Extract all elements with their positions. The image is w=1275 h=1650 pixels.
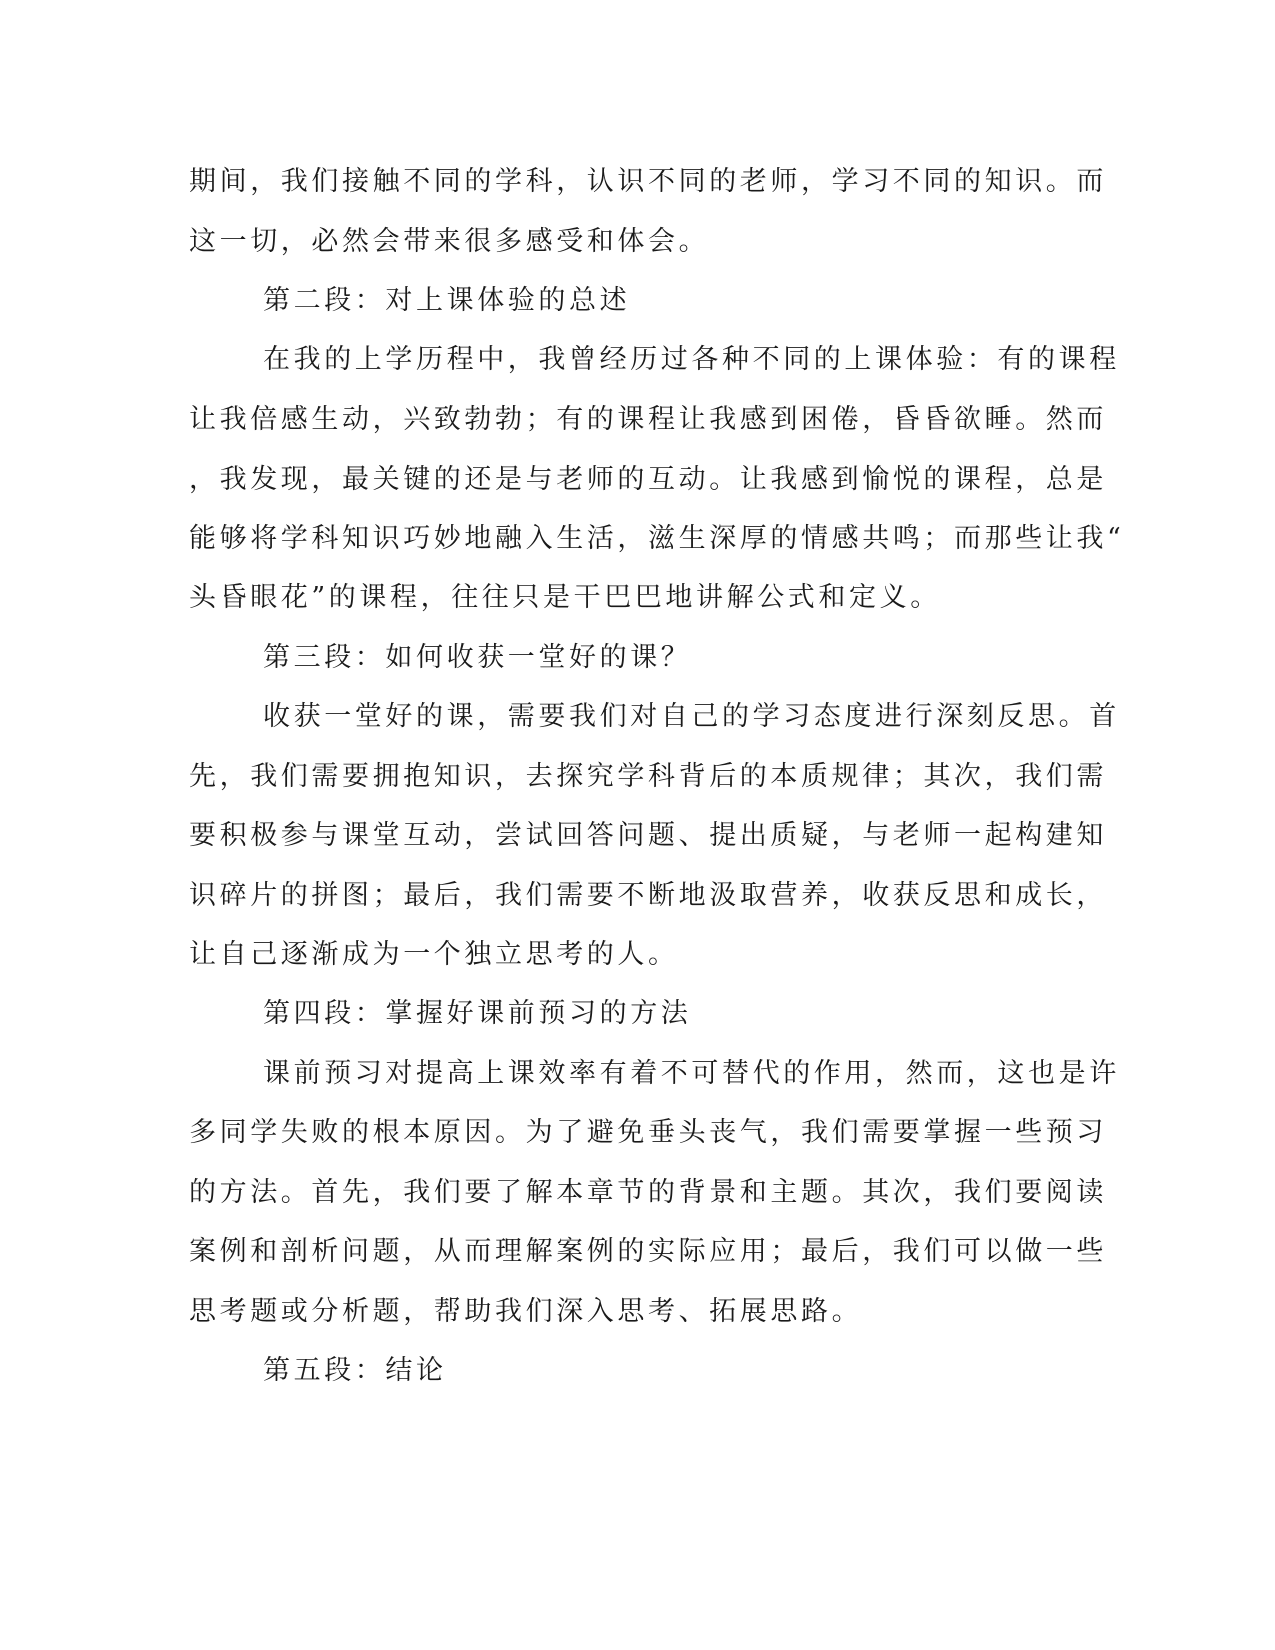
body-text-line: 收获一堂好的课，需要我们对自己的学习态度进行深刻反思。首 [263,701,1120,732]
body-text-line: 的方法。首先，我们要了解本章节的背景和主题。其次，我们要阅读 [189,1177,1107,1208]
body-text-line: 案例和剖析问题，从而理解案例的实际应用；最后，我们可以做一些 [189,1236,1107,1267]
section-heading: 第四段：掌握好课前预习的方法 [263,998,692,1029]
body-text-line: 头昏眼花”的课程，往往只是干巴巴地讲解公式和定义。 [189,582,941,613]
section-heading: 第三段：如何收获一堂好的课？ [263,642,692,673]
body-text-line: 思考题或分析题，帮助我们深入思考、拓展思路。 [189,1296,863,1327]
body-text-line: 识碎片的拼图；最后，我们需要不断地汲取营养，收获反思和成长， [189,880,1107,911]
body-text-line: 课前预习对提高上课效率有着不可替代的作用，然而，这也是许 [263,1058,1120,1089]
body-text-line: 先，我们需要拥抱知识，去探究学科背后的本质规律；其次，我们需 [189,761,1107,792]
body-text-line: 让自己逐渐成为一个独立思考的人。 [189,939,679,970]
body-text-line: ，我发现，最关键的还是与老师的互动。让我感到愉悦的课程，总是 [189,464,1107,495]
body-text-line: 要积极参与课堂互动，尝试回答问题、提出质疑，与老师一起构建知 [189,820,1107,851]
body-text-line: 多同学失败的根本原因。为了避免垂头丧气，我们需要掌握一些预习 [189,1117,1107,1148]
section-heading: 第五段：结论 [263,1355,447,1386]
body-text-line: 让我倍感生动，兴致勃勃；有的课程让我感到困倦，昏昏欲睡。然而 [189,404,1107,435]
section-heading: 第二段：对上课体验的总述 [263,285,631,316]
body-text-line: 这一切，必然会带来很多感受和体会。 [189,226,710,257]
body-text-line: 在我的上学历程中，我曾经历过各种不同的上课体验：有的课程 [263,344,1120,375]
body-text-line: 期间，我们接触不同的学科，认识不同的老师，学习不同的知识。而 [189,166,1107,197]
body-text-line: 能够将学科知识巧妙地融入生活，滋生深厚的情感共鸣；而那些让我“ [189,523,1125,554]
